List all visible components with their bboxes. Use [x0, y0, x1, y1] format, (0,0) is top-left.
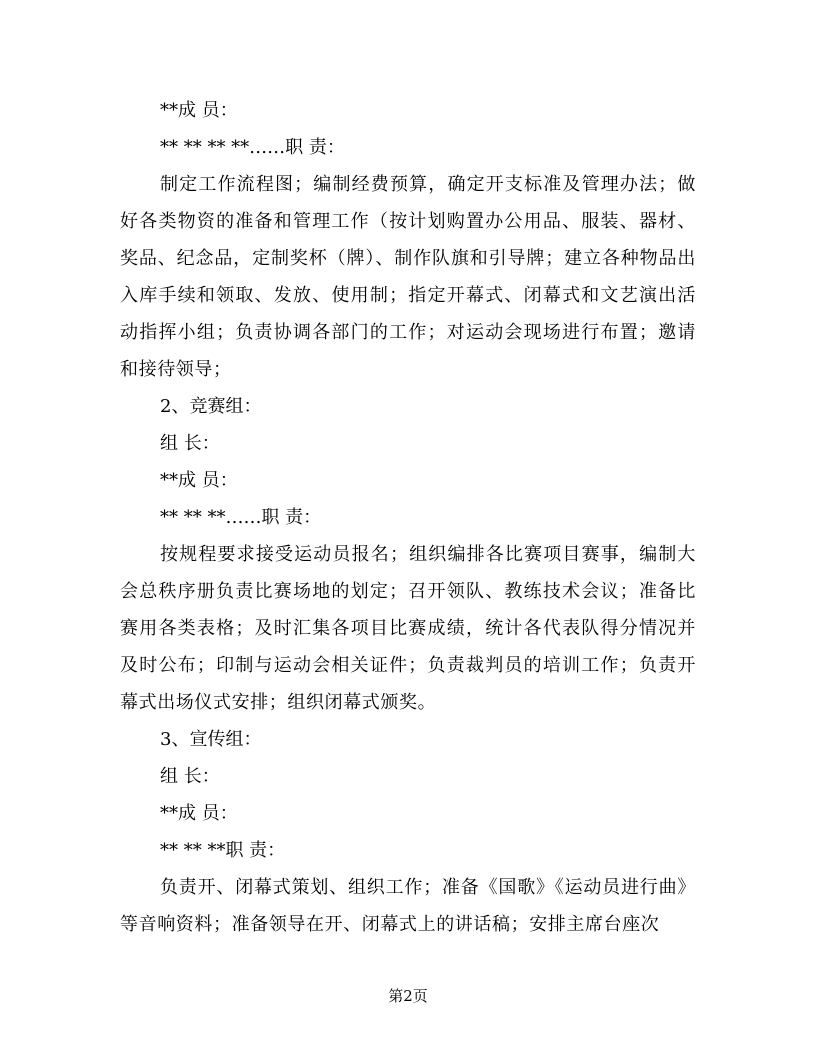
members-line: **成 员： — [160, 100, 238, 121]
competition-members-line: **成 员： — [160, 470, 238, 491]
duty-line: ** ** ** **……职 责： — [160, 137, 345, 158]
general-duty-paragraph: 制定工作流程图；编制经费预算，确定开支标准及管理办法；做好各类物资的准备和管理工作（按计划购置办公用品、服装、器材、奖品、纪念品，定制奖杯（牌）、制作队旗和引导牌；建立各种物品出入库手续和领取、发放、使用制；指定开幕式、闭幕式和文艺演出活动指挥小组；负责协调各部门的工作；对运动会现场进行布置；邀请和接待领导； — [120, 174, 696, 380]
publicity-duty-paragraph: 负责开、闭幕式策划、组织工作；准备《国歌》《运动员进行曲》等音响资料；准备领导在开、闭幕式上的讲话稿；安排主席台座次 — [120, 877, 696, 935]
section-heading-publicity: 3、宣传组： — [160, 729, 262, 750]
publicity-leader-line: 组 长： — [160, 766, 220, 787]
competition-leader-line: 组 长： — [160, 433, 220, 454]
section-heading-competition: 2、竞赛组： — [160, 396, 262, 417]
document-body — [120, 92, 696, 943]
page-number: 第2页 — [388, 987, 428, 1005]
publicity-members-line: **成 员： — [160, 803, 238, 824]
publicity-duty-line: ** ** **职 责： — [160, 840, 286, 861]
competition-duty-line: ** ** **……职 责： — [160, 507, 322, 528]
competition-duty-paragraph: 按规程要求接受运动员报名；组织编排各比赛项目赛事，编制大会总秩序册负责比赛场地的划定；召开领队、教练技术会议；准备比赛用各类表格；及时汇集各项目比赛成绩，统计各代表队得分情况并及时公布；印制与运动会相关证件；负责裁判员的培训工作；负责开幕式出场仪式安排；组织闭幕式颁奖。 — [120, 544, 696, 713]
